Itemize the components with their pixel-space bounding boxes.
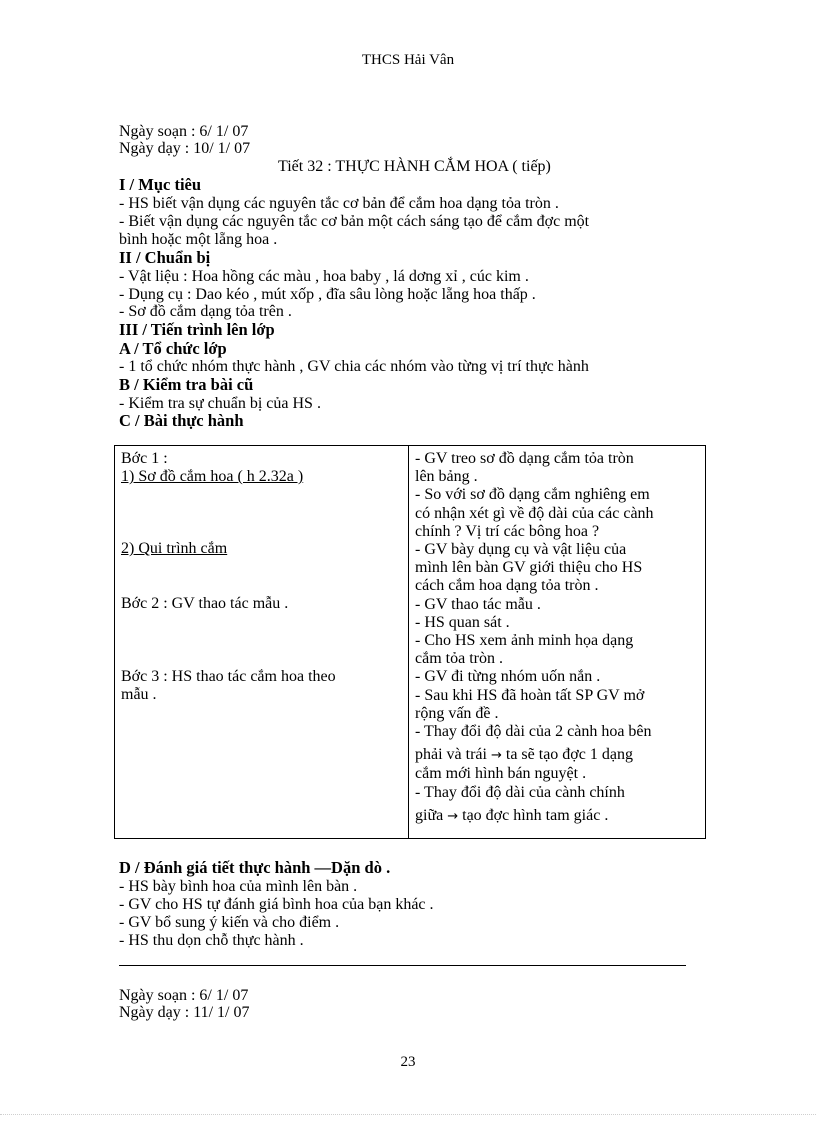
objective-line: - HS biết vận dụng các nguyên tắc cơ bản để cắm hoa dạng tỏa tròn . <box>119 195 559 212</box>
teach-date: Ngày dạy : 10/ 1/ 07 <box>119 140 251 157</box>
heading-preparation: II / Chuẩn bị <box>119 248 211 267</box>
activities-cell <box>409 446 706 839</box>
practice-table <box>114 445 706 839</box>
activity-line: mình lên bàn GV giới thiệu cho HS <box>415 559 643 577</box>
activity-line: - Thay đổi độ dài của 2 cành hoa bên <box>415 723 652 741</box>
organize-line: - 1 tổ chức nhóm thực hành , GV chia các nhóm vào từng vị trí thực hành <box>119 358 589 375</box>
step-3: Bớc 3 : HS thao tác cắm hoa theo <box>121 667 336 685</box>
activity-line: lên bảng . <box>415 468 478 486</box>
prep-date: Ngày soạn : 6/ 1/ 07 <box>119 123 249 140</box>
right-arrow-icon: → <box>447 808 459 824</box>
activity-line-arrow <box>415 746 700 765</box>
step-2: Bớc 2 : GV thao tác mẫu . <box>121 594 289 612</box>
activity-text: tạo đợc hình tam giác . <box>462 806 609 824</box>
activity-text: giữa <box>415 806 444 824</box>
heading-objectives: I / Mục tiêu <box>119 175 202 194</box>
heading-check-lesson: B / Kiểm tra bài cũ <box>119 375 254 394</box>
diagram-item <box>121 468 403 486</box>
activity-text: phải và trái <box>415 746 487 764</box>
activity-line: có nhận xét gì về độ dài của các cành <box>415 504 654 522</box>
preparation-line: - Vật liệu : Hoa hồng các màu , hoa baby , lá dơng xỉ , cúc kim . <box>119 268 529 285</box>
step-1: Bớc 1 : <box>121 450 168 467</box>
evaluation-line: - HS bày bình hoa của mình lên bàn . <box>119 878 358 895</box>
check-line: - Kiểm tra sự chuẩn bị của HS . <box>119 395 321 412</box>
heading-organize-class: A / Tổ chức lớp <box>119 339 227 358</box>
activity-line: - GV bày dụng cụ và vật liệu của <box>415 541 627 559</box>
activity-line: - GV thao tác mẫu . <box>415 595 541 613</box>
page-number: 23 <box>400 1054 416 1070</box>
activity-line: - HS quan sát . <box>415 613 510 631</box>
heading-process: III / Tiến trình lên lớp <box>119 320 275 339</box>
heading-practice: C / Bài thực hành <box>119 411 244 430</box>
activity-line: - GV treo sơ đồ dạng cắm tỏa tròn <box>415 450 634 467</box>
activity-line: - Sau khi HS đã hoàn tất SP GV mở <box>415 686 645 704</box>
diagram-item-text: 1) Sơ đồ cắm hoa ( h 2.32a ) <box>121 468 304 486</box>
activity-line: cách cắm hoa dạng tỏa tròn . <box>415 577 599 595</box>
page-header: THCS Hải Vân <box>361 52 455 68</box>
objective-line: bình hoặc một lẵng hoa . <box>119 231 278 248</box>
evaluation-line: - GV bổ sung ý kiến và cho điểm . <box>119 914 340 931</box>
step-3-cont: mẫu . <box>121 686 157 704</box>
activity-line: chính ? Vị trí các bông hoa ? <box>415 522 600 540</box>
evaluation-line: - HS thu dọn chỗ thực hành . <box>119 932 304 949</box>
procedure-item <box>121 540 403 558</box>
next-teach-date: Ngày dạy : 11/ 1/ 07 <box>119 1004 250 1021</box>
activity-line: rộng vấn đề . <box>415 704 499 722</box>
preparation-line: - Sơ đồ cắm dạng tỏa trên . <box>119 303 292 320</box>
teacher-steps-cell <box>115 446 409 839</box>
activity-line-arrow <box>415 807 700 826</box>
procedure-item-text: 2) Qui trình cắm <box>121 540 228 558</box>
heading-evaluation: D / Đánh giá tiết thực hành —Dặn dò . <box>119 858 391 877</box>
section-divider <box>119 965 686 966</box>
evaluation-line: - GV cho HS tự đánh giá bình hoa của bạn khác . <box>119 896 434 913</box>
lesson-title: Tiết 32 : THỰC HÀNH CẮM HOA ( tiếp) <box>278 158 551 175</box>
activity-text: ta sẽ tạo đợc 1 dạng <box>505 746 633 764</box>
preparation-line: - Dụng cụ : Dao kéo , mút xốp , đĩa sâu lòng hoặc lẵng hoa thấp . <box>119 286 536 303</box>
activity-line: - GV đi từng nhóm uốn nắn . <box>415 668 601 686</box>
activity-line: cắm tỏa tròn . <box>415 650 503 668</box>
next-prep-date: Ngày soạn : 6/ 1/ 07 <box>119 987 249 1004</box>
right-arrow-icon: → <box>490 748 502 764</box>
activity-line: - So với sơ đồ dạng cắm nghiêng em <box>415 486 650 504</box>
activity-line: - Thay đổi độ dài của cành chính <box>415 783 625 801</box>
activity-line: - Cho HS xem ảnh minh họa dạng <box>415 632 634 650</box>
objective-line: - Biết vận dụng các nguyên tắc cơ bản một cách sáng tạo để cắm đợc một <box>119 213 590 230</box>
page-bottom-border <box>0 1114 816 1115</box>
activity-line: cắm mới hình bán nguyệt . <box>415 765 587 783</box>
